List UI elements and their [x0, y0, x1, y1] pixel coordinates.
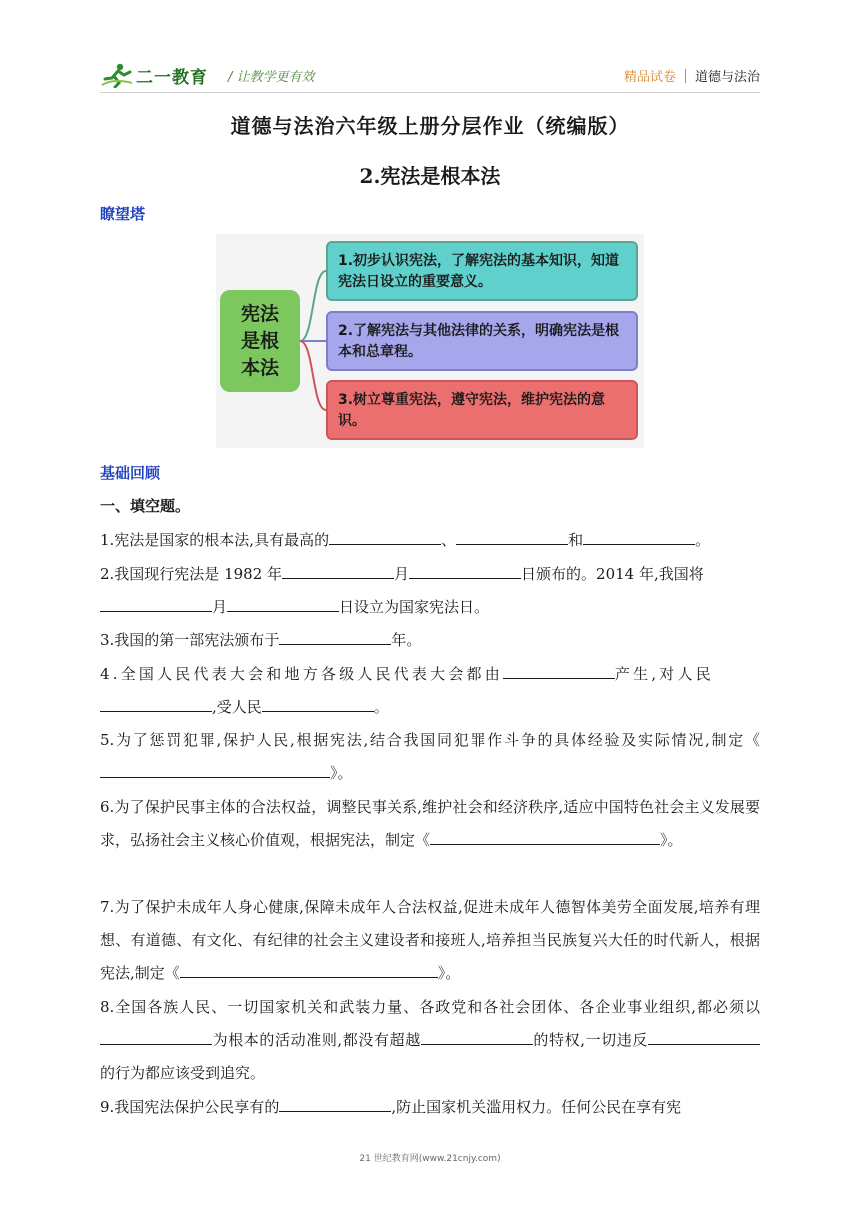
diagram-center-text: 宪法是根本法	[240, 302, 279, 379]
slogan: / 让教学更有效	[228, 70, 315, 85]
question-3: 3.我国的第一部宪法颁布于 年。	[100, 624, 760, 657]
lesson-title: 2.宪法是根本法	[359, 164, 501, 188]
part-fill-in: 一、填空题。	[100, 497, 191, 515]
answer-blank[interactable]	[279, 1093, 391, 1112]
answer-blank[interactable]	[503, 660, 615, 679]
question-1: 1.宪法是国家的根本法,具有最高的 、 和 。	[100, 524, 760, 557]
question-5: 5.为了惩罚犯罪,保护人民,根据宪法,结合我国同犯罪作斗争的具体经验及实际情况,制定《》。	[100, 731, 760, 782]
diagram-branch-3: 3.树立尊重宪法，遵守宪法，维护宪法的意识。	[326, 380, 638, 440]
question-7: 7.为了保护未成年人身心健康,保障未成年人合法权益,促进未成年人德智体美劳全面发展,培养有理想、有道德、有文化、有纪律的社会主义建设者和接班人,培养担当民族复兴大任的时代新人，根据宪法,制定《 》。	[100, 898, 760, 982]
page-title: 道德与法治六年级上册分层作业（统编版）	[230, 114, 630, 138]
header-category	[624, 66, 760, 85]
page-footer: 21 世纪教育网(www.21cnjy.com)	[359, 1154, 501, 1164]
diagram-center-node	[220, 290, 300, 392]
answer-blank[interactable]	[100, 593, 212, 612]
answer-blank[interactable]	[648, 1026, 760, 1045]
diagram-branch-1: 1.初步认识宪法，了解宪法的基本知识，知道宪法日设立的重要意义。	[326, 241, 638, 301]
answer-blank[interactable]	[409, 560, 521, 579]
answer-blank[interactable]	[282, 560, 394, 579]
logo-text: 二一教育	[136, 67, 208, 88]
section-lookout: 瞭望塔	[100, 205, 146, 223]
answer-blank[interactable]	[262, 693, 374, 712]
diagram-branch-2: 2.了解宪法与其他法律的关系，明确宪法是根本和总章程。	[326, 311, 638, 371]
answer-blank[interactable]	[421, 1026, 533, 1045]
answer-blank[interactable]	[100, 759, 330, 778]
answer-blank[interactable]	[227, 593, 339, 612]
answer-blank[interactable]	[180, 959, 438, 978]
runner-logo-icon	[100, 62, 134, 88]
question-4: 4.全国人民代表大会和地方各级人民代表大会都由 产生,对人民 ,受人民 。	[100, 658, 760, 724]
question-9: 9.我国宪法保护公民享有的 ,防止国家机关滥用权力。任何公民在享有宪	[100, 1091, 760, 1124]
concept-diagram	[216, 234, 644, 448]
answer-blank[interactable]	[430, 826, 660, 845]
answer-blank[interactable]	[279, 626, 391, 645]
question-6: 6.为了保护民事主体的合法权益，调整民事关系,维护社会和经济秩序,适应中国特色社会主义发展要求，弘扬社会主义核心价值观，根据宪法，制定《 》。	[100, 798, 760, 849]
header-divider	[685, 69, 686, 83]
answer-blank[interactable]	[583, 526, 695, 545]
answer-blank[interactable]	[456, 526, 568, 545]
category-label: 精品试卷	[623, 70, 676, 85]
answer-blank[interactable]	[100, 1026, 212, 1045]
header-rule	[100, 92, 760, 93]
question-2: 2.我国现行宪法是 1982 年 月 日颁布的。2014 年,我国将 月 日设立为国家宪法日。	[100, 558, 760, 624]
page-header	[100, 60, 760, 90]
subject-label: 道德与法治	[694, 70, 760, 85]
logo	[100, 60, 208, 90]
question-8: 8.全国各族人民、一切国家机关和武装力量、各政党和各社会团体、各企业事业组织,都必须以为根本的活动准则,都没有超越 的特权,一切违反的行为都应该受到追究。	[100, 998, 760, 1082]
answer-blank[interactable]	[329, 526, 441, 545]
answer-blank[interactable]	[100, 693, 212, 712]
section-basic-review: 基础回顾	[100, 464, 161, 482]
